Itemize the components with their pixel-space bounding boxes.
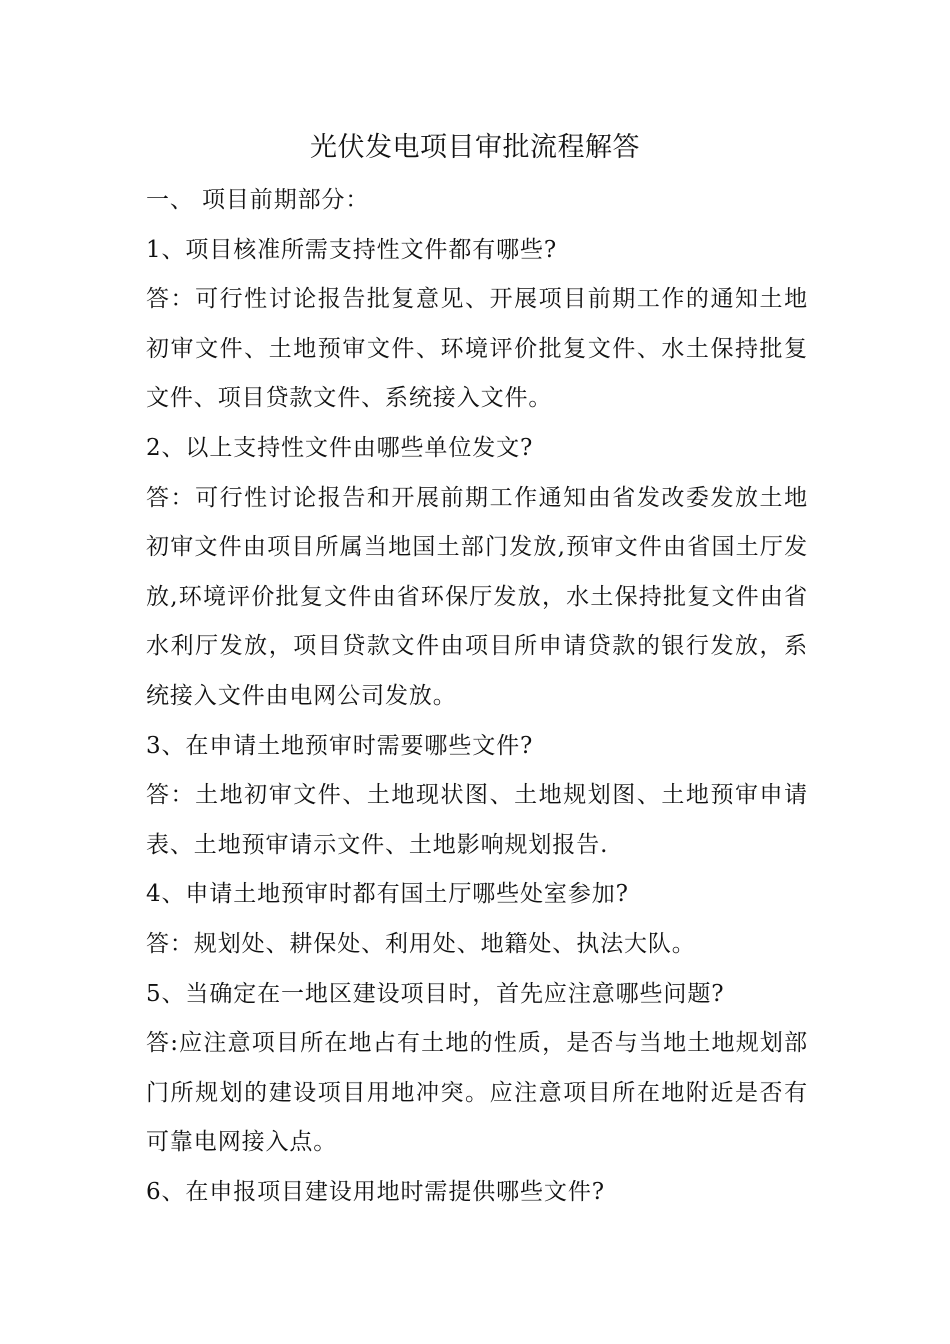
section-heading: 一、 项目前期部分： (146, 187, 370, 213)
answer-5: 答:应注意项目所在地占有土地的性质，是否与当地土地规划部门所规划的建设项目用地冲突。应注意项目所在地附近是否有可靠电网接入点。 (146, 1030, 808, 1156)
question-5: 5、当确定在一地区建设项目时，首先应注意哪些问题? (146, 980, 725, 1007)
question-4: 4、申请土地预审时都有国土厅哪些处室参加? (146, 881, 629, 908)
document-body (146, 176, 808, 1217)
question-6: 6、在申报项目建设用地时需提供哪些文件? (146, 1178, 605, 1205)
answer-2: 答：可行性讨论报告和开展前期工作通知由省发改委发放土地初审文件由项目所属当地国土部门发放,预审文件由省国土厅发放,环境评价批复文件由省环保厅发放，水土保持批复文件由省水利厅发放，项目贷款文件由项目所申请贷款的银行发放，系统接入文件由电网公司发放。 (146, 484, 808, 709)
question-2: 2、以上支持性文件由哪些单位发文? (146, 434, 534, 461)
question-1: 1、项目核准所需支持性文件都有哪些? (146, 236, 558, 263)
answer-1: 答：可行性讨论报告批复意见、开展项目前期工作的通知土地初审文件、土地预审文件、环境评价批复文件、水土保持批复文件、项目贷款文件、系统接入文件。 (146, 286, 808, 412)
question-3: 3、在申请土地预审时需要哪些文件? (146, 732, 534, 759)
answer-3: 答：土地初审文件、土地现状图、土地规划图、土地预审申请表、土地预审请示文件、土地影响规划报告. (146, 782, 808, 858)
document-title: 光伏发电项目审批流程解答 (310, 132, 640, 163)
answer-4: 答：规划处、耕保处、利用处、地籍处、执法大队。 (146, 930, 696, 957)
